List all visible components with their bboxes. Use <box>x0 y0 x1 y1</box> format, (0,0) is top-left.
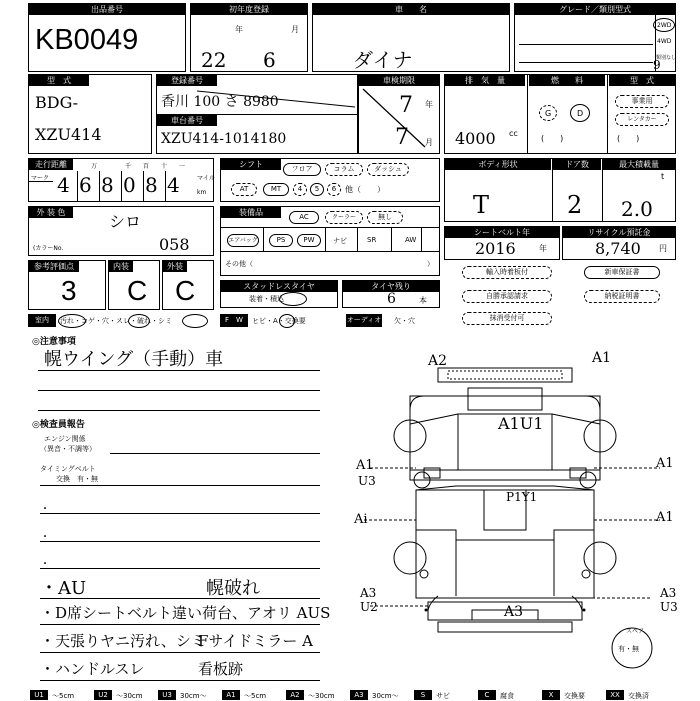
first-registration-year: 22 <box>201 48 227 72</box>
audio-text: 欠・穴 <box>394 317 415 325</box>
recycle-unit: 円 <box>659 244 667 253</box>
legend-code: U3 <box>158 690 176 700</box>
unit-man: 万 <box>91 163 98 170</box>
first-registration-box <box>190 3 308 72</box>
drive-4wd: 4WD <box>657 38 672 45</box>
engine-label: 排 気 量 <box>445 75 525 86</box>
shift-label: シフト <box>221 159 281 170</box>
equipment-label: 装備品 <box>221 207 281 218</box>
fuel-d-circle <box>570 104 590 122</box>
fw-label: F W <box>220 314 248 327</box>
studless-box <box>220 280 338 308</box>
timing-label: タイミングベルト <box>40 465 96 473</box>
unit-hyaku: 百 <box>143 163 150 170</box>
type-other: ( ) <box>617 134 640 143</box>
diag-a1u1: A1U1 <box>498 414 544 433</box>
exterior-grade-box <box>162 260 214 310</box>
mileage-digit: 0 <box>123 173 136 197</box>
model-box <box>28 74 152 154</box>
overall-grade-label: 参考評価点 <box>29 261 79 272</box>
legend-desc: 交換済 <box>628 692 649 700</box>
registration-value: 香川 100 さ 8980 <box>161 94 279 110</box>
seatbelt-label: シートベルト年 <box>445 227 559 238</box>
diag-right-a1: A1 <box>656 456 674 471</box>
month-unit: 月 <box>291 25 299 34</box>
legend-code: A2 <box>286 690 304 700</box>
seatbelt-value: 2016 <box>475 239 516 258</box>
displacement-unit: cc <box>509 129 518 138</box>
seatbelt-unit: 年 <box>539 244 547 253</box>
seatbelt-box <box>444 226 560 260</box>
equipment-box <box>220 206 440 276</box>
unit-sen: 千 <box>125 163 132 170</box>
drive-none: 類別なし <box>656 55 677 61</box>
inspection-year-unit: 年 <box>425 100 433 109</box>
unit-ichi: 一 <box>179 163 186 170</box>
color-label: 外 装 色 <box>29 207 73 218</box>
studless-label: スタッドレスタイヤ <box>221 281 337 292</box>
type-business: 事業用 <box>615 95 669 108</box>
notes-line-3b: 荷台、アオリ AUS <box>202 604 331 622</box>
doors-label: ドア数 <box>553 159 601 170</box>
inspection-month: 7 <box>395 125 409 150</box>
doc-self-cert: 自勝承認請求 <box>462 290 552 303</box>
legend-desc: 腐食 <box>500 692 514 700</box>
equip-navi: ナビ <box>333 237 347 245</box>
equip-other-close: ） <box>427 260 434 268</box>
color-value: シロ <box>109 212 142 231</box>
grade-box <box>514 3 676 72</box>
equip-none: 無し <box>367 211 403 224</box>
interior-bar <box>28 314 440 329</box>
engine-box <box>444 74 676 154</box>
legend-code: XX <box>606 690 624 700</box>
fuel-g: G <box>545 109 552 118</box>
color-code-value: 058 <box>159 235 190 254</box>
doc-import: 輸入時着板付 <box>462 266 552 279</box>
body-box <box>444 158 676 222</box>
inspection-box <box>358 74 440 154</box>
interior-bar-label: 室内 <box>28 314 56 327</box>
notes-title: ◎注意事項 <box>32 337 76 347</box>
shift-6: 6 <box>327 183 341 196</box>
spare-label: スペア <box>626 628 645 635</box>
diag-a2: A2 <box>428 353 448 369</box>
recycle-label: リサイクル預託金 <box>563 227 675 238</box>
diag-a1-top: A1 <box>592 350 612 366</box>
recycle-box <box>562 226 676 260</box>
legend-desc: ～5cm <box>244 692 267 700</box>
lot-number-box <box>28 3 186 72</box>
audio-label: オーディオ <box>346 314 382 327</box>
load-label: 最大積載量 <box>603 159 675 170</box>
spare-options: 有・無 <box>618 645 639 653</box>
grade-label: グレード／類別型式 <box>515 4 675 15</box>
fuel-d: D <box>577 109 584 118</box>
interior-grade-label: 内装 <box>109 261 133 272</box>
drive-2wd-circle <box>653 18 675 32</box>
fuel-label: 燃 料 <box>529 75 605 86</box>
studless-options: 装着・積込 <box>249 295 284 303</box>
fuel-other: ( ) <box>541 134 564 143</box>
legend-code: U2 <box>94 690 112 700</box>
studless-selected-circle <box>279 292 307 306</box>
fw-text: ヒビ・A・交換要 <box>252 317 306 325</box>
equip-ac: AC <box>289 211 319 224</box>
timing-exchange: 交換 有・無 <box>56 475 98 483</box>
tire-value: 6 <box>387 291 396 307</box>
color-code-label: (カラーNo. <box>33 245 64 252</box>
legend-desc: ～30cm <box>308 692 335 700</box>
diag-a3-right: A3 <box>660 586 677 600</box>
shift-dash: ダッシュ <box>367 163 409 176</box>
engine-label-2: （異音・不調等） <box>40 445 96 453</box>
car-name-label: 車 名 <box>313 4 509 15</box>
notes-line-4b: Fサイドミラー A <box>198 632 313 650</box>
diag-a3-center: A3 <box>504 604 524 620</box>
body-shape-value: T <box>473 191 490 219</box>
legend-desc: 30cm～ <box>180 692 207 700</box>
report-bullet-1: ・ <box>40 504 50 515</box>
legend-code: C <box>478 690 496 700</box>
shift-floor: フロア <box>283 163 321 176</box>
equip-aw: AW <box>405 236 417 244</box>
equip-ps: PS <box>269 234 293 247</box>
color-box <box>28 206 214 256</box>
equip-pw: PW <box>297 234 321 247</box>
diag-u3-right: U3 <box>660 600 678 614</box>
report-bullet-2: ・ <box>40 532 50 543</box>
shift-column: コラム <box>325 163 363 176</box>
mileage-digit: 4 <box>57 173 70 197</box>
legend-code: X <box>542 690 560 700</box>
car-name-box <box>312 3 510 72</box>
overall-grade-box <box>28 260 106 310</box>
doc-new-car-warranty: 新車保証書 <box>584 266 660 279</box>
legend-code: A3 <box>350 690 368 700</box>
exterior-grade-label: 外装 <box>163 261 187 272</box>
mileage-digit-separator <box>165 171 166 201</box>
legend-desc: 30cm～ <box>372 692 399 700</box>
notes-line-4a: ・天張りヤニ汚れ、シミ <box>40 632 206 650</box>
notes-line-1: 幌ウイング（手動）車 <box>44 349 224 370</box>
legend-code: A1 <box>222 690 240 700</box>
legend-desc: サビ <box>436 692 450 700</box>
drive-2wd: 2WD <box>657 22 672 29</box>
diag-left-u3: U3 <box>358 474 376 488</box>
overall-grade: 3 <box>61 275 77 306</box>
first-registration-month: 6 <box>263 48 276 72</box>
unit-km: km <box>197 189 207 196</box>
unit-mile: マイル <box>197 175 215 182</box>
shift-box <box>220 158 440 202</box>
model-label: 型 式 <box>29 75 89 86</box>
truck-diagram <box>330 340 676 690</box>
legend-code: S <box>414 690 432 700</box>
mileage-digit: 8 <box>101 173 114 197</box>
mileage-digit-separator <box>121 171 122 201</box>
model-value-1: BDG- <box>35 93 79 112</box>
legend-desc: 交換要 <box>564 692 585 700</box>
strike-line <box>197 89 357 109</box>
report-title: ◎検査員報告 <box>32 420 85 430</box>
notes-line-3a: ・D席シートベルト違い <box>40 604 203 622</box>
notes-line-5a: ・ハンドルスレ <box>40 660 145 678</box>
doc-tax-cert: 納税証明書 <box>584 290 660 303</box>
equip-sr: SR <box>367 236 377 244</box>
interior-circle-3 <box>182 314 208 328</box>
model-value-2: XZU414 <box>35 125 102 144</box>
shift-4: 4 <box>293 183 307 196</box>
mileage-label: 走行距離 <box>29 159 73 170</box>
lot-number: KB0049 <box>35 24 139 56</box>
legend-desc: ～30cm <box>116 692 143 700</box>
displacement-value: 4000 <box>455 129 496 148</box>
inspection-month-unit: 月 <box>425 138 433 147</box>
tire-label: タイヤ残り <box>343 281 439 292</box>
interior-circle-2 <box>128 314 150 328</box>
recycle-value: 8,740 <box>595 239 641 258</box>
mileage-box <box>28 158 214 202</box>
year-unit: 年 <box>235 25 243 34</box>
notes-line-2a: ・AU <box>40 578 87 599</box>
report-bullet-3: ・ <box>40 559 50 570</box>
damage-legend <box>30 690 676 700</box>
legend-code: U1 <box>30 690 48 700</box>
interior-grade-box <box>108 260 160 310</box>
notes-line-5b: 看板跡 <box>198 660 244 678</box>
lot-number-label: 出品番号 <box>29 4 185 15</box>
diag-right-a1b: A1 <box>656 510 674 525</box>
equip-other-label: その他（ <box>225 260 253 268</box>
interior-circle-1 <box>58 314 86 328</box>
type-label: 型 式 <box>609 75 675 86</box>
diag-left-ai: Ai <box>354 512 368 527</box>
registration-box <box>156 74 358 154</box>
mileage-digit: 8 <box>145 173 158 197</box>
exterior-grade: C <box>175 275 196 306</box>
car-name: ダイナ <box>353 48 413 72</box>
diag-p1y1: P1Y1 <box>506 490 538 504</box>
doc-deregistered: 抹消受付可 <box>462 312 552 325</box>
fw-circle <box>279 314 295 328</box>
equip-cooler: クーラー <box>325 211 363 224</box>
shift-5: 5 <box>310 183 324 196</box>
shift-at: AT <box>231 183 257 196</box>
interior-grade: C <box>127 275 148 306</box>
diag-u2-left: U2 <box>360 600 378 614</box>
inspection-year: 7 <box>399 93 413 118</box>
inspection-label: 車検期限 <box>359 75 439 86</box>
chassis-value: XZU414-1014180 <box>161 131 287 147</box>
mileage-digit-separator <box>77 171 78 201</box>
diag-left-a1: A1 <box>356 458 374 473</box>
body-shape-label: ボディ形状 <box>445 159 551 170</box>
inspection-slash <box>359 85 439 153</box>
mileage-mark-label: マーク <box>31 175 50 182</box>
equip-airbag: エアバッグ <box>227 234 259 247</box>
fuel-g-circle <box>539 105 557 121</box>
tire-box <box>342 280 440 308</box>
grade-note: 9 <box>653 58 661 72</box>
chassis-label: 車台番号 <box>157 115 217 126</box>
type-rental: レンタカー <box>615 113 669 126</box>
mileage-digit-separator <box>99 171 100 201</box>
diag-a3-left: A3 <box>360 586 377 600</box>
mileage-digit: 6 <box>79 173 92 197</box>
first-registration-label: 初年度登録 <box>191 4 307 15</box>
tire-unit: 本 <box>419 296 427 305</box>
doors-value: 2 <box>567 191 583 219</box>
mileage-digit-separator <box>143 171 144 201</box>
shift-mt: MT <box>263 183 289 196</box>
notes-line-2b: 幌破れ <box>206 578 260 599</box>
mileage-digit: 4 <box>167 173 180 197</box>
load-value: 2.0 <box>621 197 653 221</box>
load-unit: t <box>661 172 665 181</box>
engine-label-1: エンジン関係 <box>44 435 86 443</box>
registration-label: 登録番号 <box>157 75 217 86</box>
shift-other: 他（ ） <box>345 185 385 194</box>
interior-bar-text: 汚れ・コゲ・穴・スレ・破れ・シミ <box>60 317 172 325</box>
legend-desc: ～5cm <box>52 692 75 700</box>
documents-area <box>444 262 676 330</box>
unit-ju: 十 <box>161 163 168 170</box>
